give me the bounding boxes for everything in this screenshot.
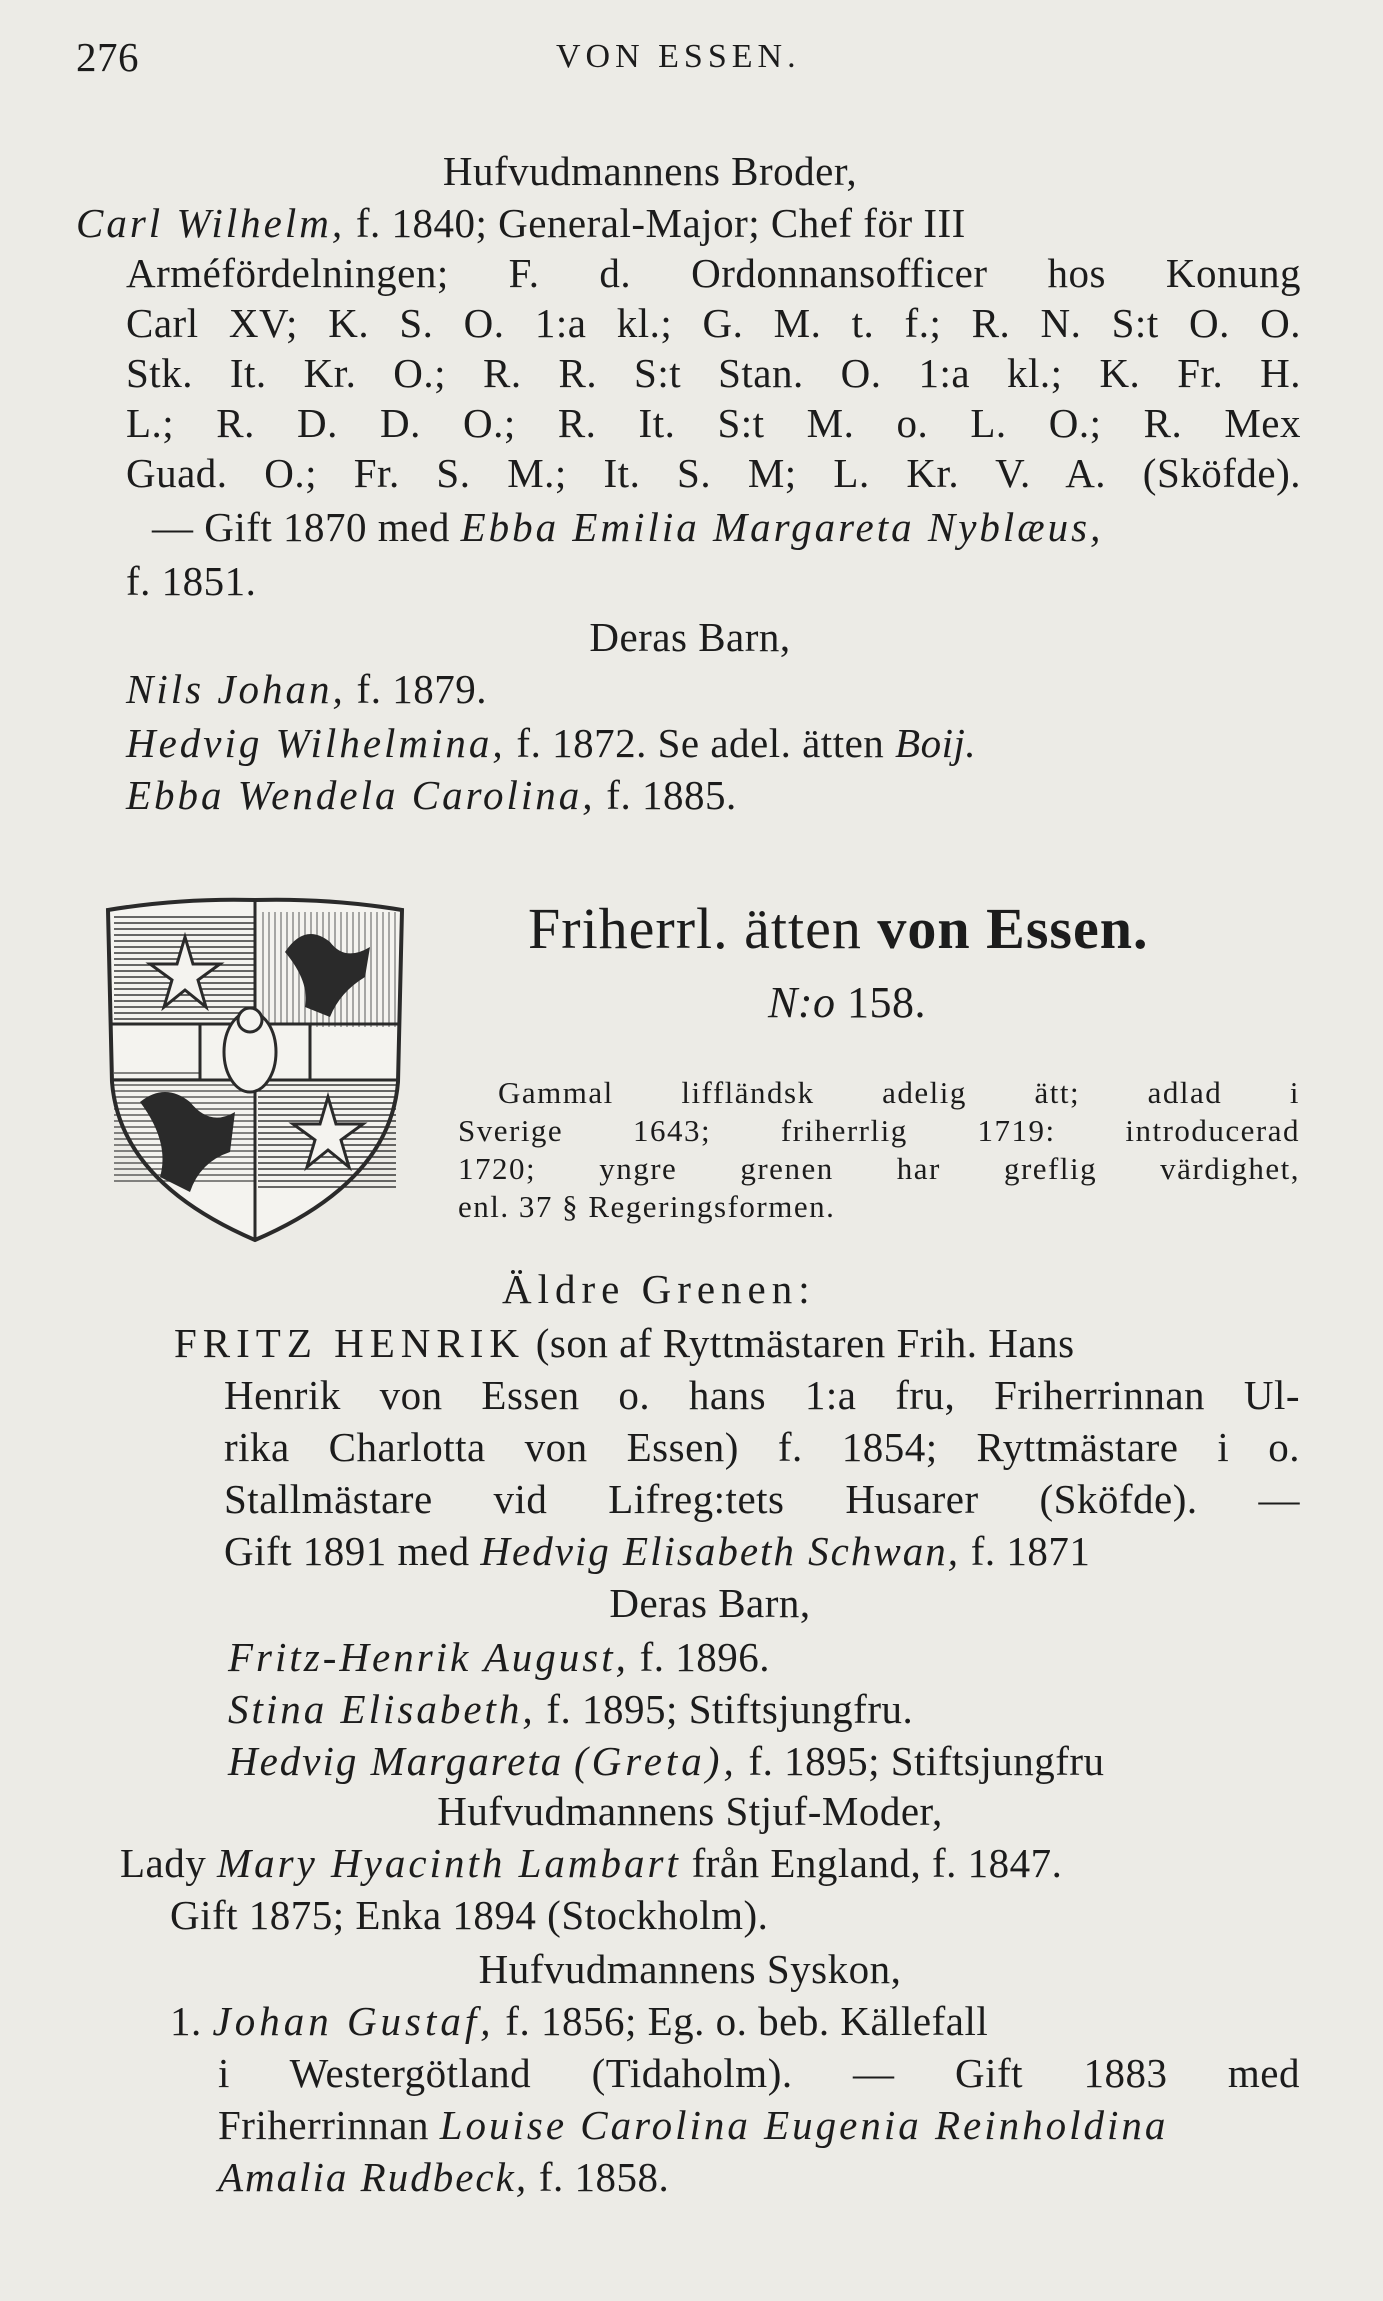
text-line [174, 1318, 1075, 1368]
child-line [126, 770, 737, 820]
cross-reference: Boij. [895, 720, 977, 766]
person-name: Louise Carolina Eugenia Reinholdina [439, 2102, 1169, 2148]
child-line [228, 1684, 913, 1734]
description-line: 1720; yngre grenen har greflig värdighet, [458, 1151, 1300, 1186]
text-span: f. 1872. Se adel. ätten [516, 720, 885, 766]
text-line [218, 2152, 669, 2202]
person-name: Mary Hyacinth Lambart [217, 1840, 681, 1886]
text-span: — Gift 1870 med [152, 504, 450, 550]
number-label: N:o [768, 978, 836, 1027]
section-heading: Hufvudmannens Broder, [442, 148, 858, 194]
text-span: Lady [120, 1840, 207, 1886]
family-number [768, 978, 926, 1028]
text-line: Carl XV; K. S. O. 1:a kl.; G. M. t. f.; R. N. S:t O. O. [126, 300, 1301, 346]
description-line: enl. 37 § Regeringsformen. [458, 1189, 836, 1224]
text-span: från England, f. 1847. [691, 1840, 1063, 1886]
text-span: f. 1840; General-Major; Chef för III [355, 200, 966, 246]
text-line: Stallmästare vid Lifreg:tets Husarer (Sköfde). — [224, 1476, 1300, 1522]
text-line: Henrik von Essen o. hans 1:a fru, Friherrinnan Ul- [224, 1372, 1300, 1418]
text-span: f. 1895; Stiftsjungfru. [546, 1686, 914, 1732]
text-span: Friherrinnan [218, 2102, 429, 2148]
person-name: FRITZ HENRIK [174, 1320, 526, 1366]
siblings-heading: Hufvudmannens Syskon, [478, 1946, 902, 1992]
sibling-line [170, 1996, 988, 2046]
text-span: Gift 1891 med [224, 1528, 470, 1574]
text-span: (son af Ryttmästaren Frih. Hans [535, 1320, 1075, 1366]
person-name: Johan Gustaf, [212, 1998, 495, 2044]
text-line [120, 1838, 1062, 1888]
text-line [218, 2100, 1168, 2150]
child-line [126, 664, 487, 714]
list-number: 1. [170, 1998, 202, 2044]
description-line: Gammal liffländsk adelig ätt; adlad i [498, 1075, 1300, 1110]
text-line [152, 502, 1103, 552]
nickname: (Greta), [574, 1738, 738, 1784]
stepmother-heading: Hufvudmannens Stjuf-Moder, [437, 1788, 943, 1834]
text-line: i Westergötland (Tidaholm). — Gift 1883 med [218, 2050, 1300, 2096]
title-prefix: Friherrl. ätten [528, 896, 862, 961]
text-line [224, 1526, 1090, 1576]
child-line [126, 718, 976, 768]
text-line: rika Charlotta von Essen) f. 1854; Ryttmästare i o. [224, 1424, 1300, 1470]
text-line: Stk. It. Kr. O.; R. R. S:t Stan. O. 1:a kl.; K. Fr. H. [126, 350, 1301, 396]
running-title: VON ESSEN. [556, 38, 801, 75]
text-line: L.; R. D. D. O.; R. It. S:t M. o. L. O.; R. Mex [126, 400, 1301, 446]
text-span: f. 1895; Stiftsjungfru [748, 1738, 1105, 1784]
child-line [228, 1736, 1105, 1786]
person-name: Nils Johan, [126, 666, 346, 712]
text-span: f. 1871 [970, 1528, 1091, 1574]
branch-heading: Äldre Grenen: [502, 1266, 816, 1312]
children-heading: Deras Barn, [589, 614, 791, 660]
text-span: f. 1856; Eg. o. beb. Källefall [505, 1998, 989, 2044]
number-value: 158. [847, 978, 926, 1027]
text-span: f. 1896. [639, 1634, 771, 1680]
page-number: 276 [76, 34, 139, 80]
text-line: Guad. O.; Fr. S. M.; It. S. M; L. Kr. V. A. (Sköfde). [126, 450, 1301, 496]
text-line [76, 198, 966, 248]
person-name: Ebba Emilia Margareta Nyblæus, [460, 504, 1104, 550]
person-name: Fritz-Henrik August, [228, 1634, 629, 1680]
text-line: f. 1851. [126, 558, 257, 604]
text-line: Arméfördelningen; F. d. Ordonnansofficer hos Konung [126, 250, 1301, 296]
person-name: Ebba Wendela Carolina, [126, 772, 596, 818]
person-name: Hedvig Wilhelmina, [126, 720, 506, 766]
person-name: Amalia Rudbeck, [218, 2154, 529, 2200]
text-span: f. 1858. [538, 2154, 670, 2200]
text-span: f. 1879. [356, 666, 487, 712]
title-family-name: von Essen. [877, 896, 1149, 961]
person-name: Hedvig Margareta [228, 1738, 564, 1784]
coat-of-arms-icon [100, 892, 410, 1244]
person-name: Hedvig Elisabeth Schwan, [480, 1528, 960, 1574]
person-name: Carl Wilhelm, [76, 200, 346, 246]
text-span: f. 1885. [606, 772, 737, 818]
family-title [528, 896, 1148, 962]
person-name: Stina Elisabeth, [228, 1686, 536, 1732]
description-line: Sverige 1643; friherrlig 1719: introducerad [458, 1113, 1300, 1148]
children-heading: Deras Barn, [609, 1580, 811, 1626]
child-line [228, 1632, 770, 1682]
text-line: Gift 1875; Enka 1894 (Stockholm). [170, 1892, 769, 1938]
